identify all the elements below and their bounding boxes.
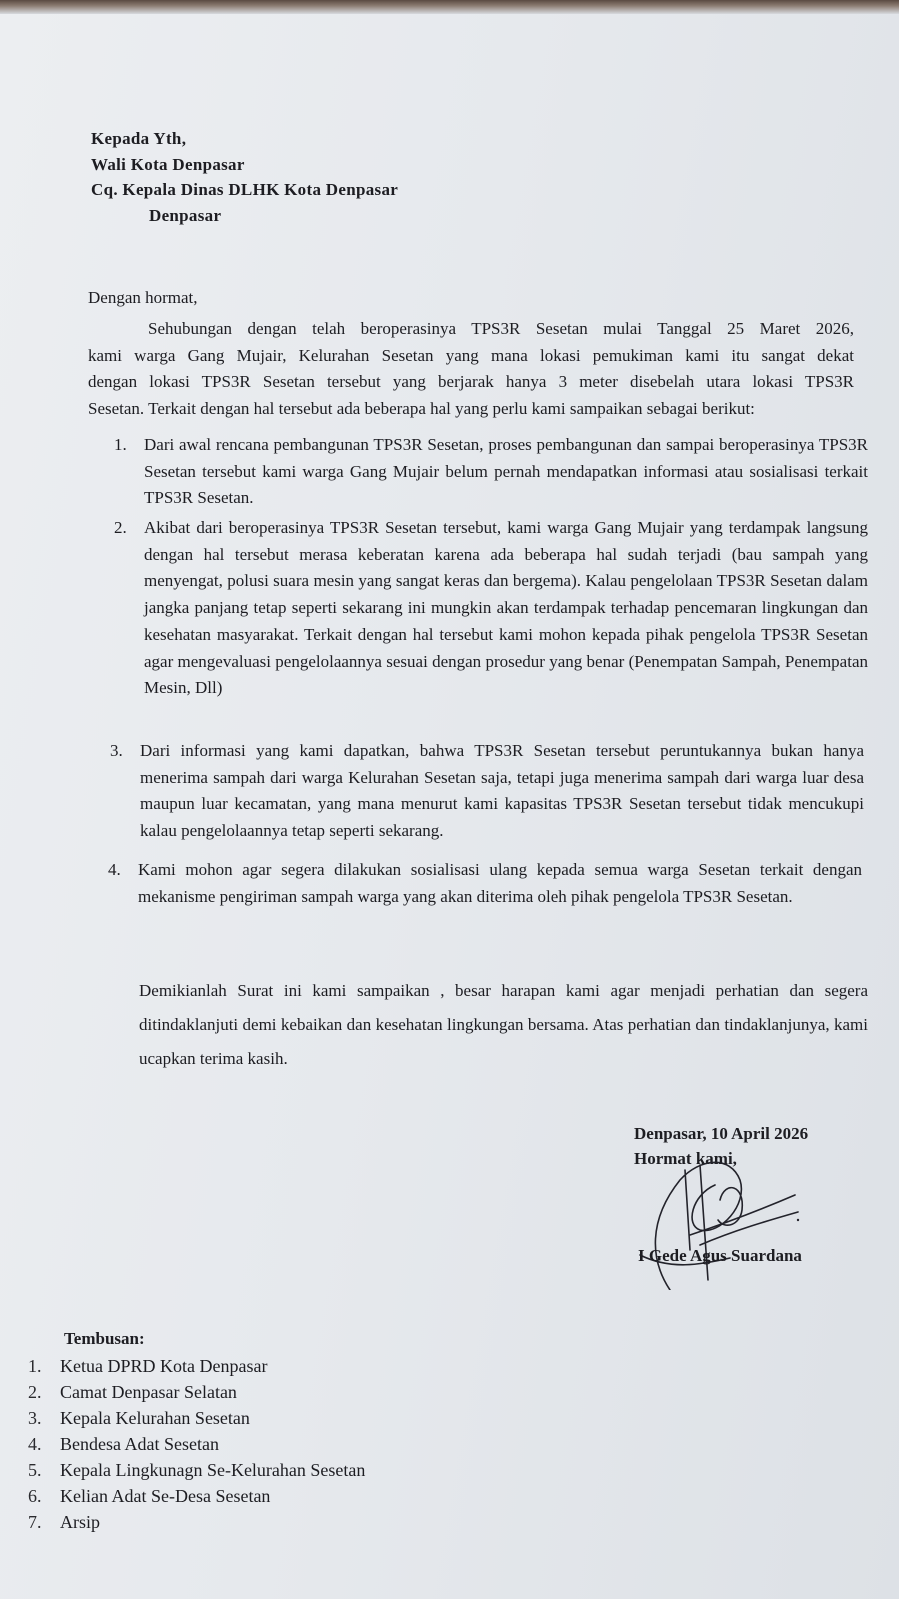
handwritten-signature [630,1140,820,1290]
item-label: Arsip [60,1512,100,1532]
regards: Hormat kami, [634,1149,737,1168]
intro-line: Sehubungan dengan telah beroperasinya TPS3R Sesetan mulai Tanggal 25 Maret 2026, [148,319,854,338]
tembusan-title: Tembusan: [64,1329,145,1348]
item-number: 2. [28,1382,42,1402]
list-item [28,1379,365,1405]
item-label: Kepala Kelurahan Sesetan [60,1408,250,1428]
item-number: 4. [28,1434,42,1454]
item-label: Kepala Lingkunagn Se-Kelurahan Sesetan [60,1460,366,1480]
signatory-name: I Gede Agus Suardana [638,1246,802,1265]
item-number: 3. [28,1408,42,1428]
item-label: Camat Denpasar Selatan [60,1382,237,1402]
intro-paragraph [88,316,854,422]
item-number: 1. [114,435,127,454]
list-item [28,1353,365,1379]
place-date: Denpasar, 10 April 2026 [634,1124,809,1143]
closing-paragraph [103,974,868,1076]
points-list [108,432,868,910]
item-number: 6. [28,1486,42,1506]
list-item [28,1509,365,1535]
closing-text: Demikianlah Surat ini kami sampaikan , besar harapan kami agar menjadi perhatian dan segera ditindaklanjuti demi kebaikan dan kesehatan lingkungan bersama. Atas perhatian dan tindaklanjunya, kami ucapkan terima kasih. [139,981,868,1068]
item-number: 7. [28,1512,42,1532]
list-item [108,432,868,512]
item-number: 4. [108,860,121,879]
list-item [28,1483,365,1509]
item-text: Dari informasi yang kami dapatkan, bahwa TPS3R Sesetan tersebut peruntukannya bukan hanya menerima sampah dari warga Kelurahan Sesetan saja, tetapi juga menerima sampah dari warga luar desa maupun luar kecamatan, yang mana menurut kami kapasitas TPS3R Sesetan tersebut tidak mencukupi kalau pengelolaannya tetap seperti sekarang. [140,741,864,841]
item-label: Kelian Adat Se-Desa Sesetan [60,1486,271,1506]
item-label: Bendesa Adat Sesetan [60,1434,219,1454]
tembusan-list [28,1353,365,1535]
recipient-city: Denpasar [149,205,222,225]
list-item [108,515,868,738]
intro-line: Sesetan. Terkait dengan hal tersebut ada beberapa hal yang perlu kami sampaikan sebagai berikut: [88,398,755,418]
item-number: 3. [110,741,123,760]
list-item [28,1431,365,1457]
list-item [28,1405,365,1431]
item-text: Dari awal rencana pembangunan TPS3R Sesetan, proses pembangunan dan sampai beroperasinya TPS3R Sesetan tersebut kami warga Gang Mujair belum pernah mendapatkan informasi atau sosialisasi terkait TPS3R Sesetan. [144,435,868,508]
item-label: Ketua DPRD Kota Denpasar [60,1356,268,1376]
list-item [28,1457,365,1483]
list-item [104,738,864,857]
recipient-block [91,126,398,228]
item-text: Akibat dari beroperasinya TPS3R Sesetan tersebut, kami warga Gang Mujair yang terdampak langsung dengan hal tersebut merasa keberatan karena ada beberapa hal sudah terjadi (bau sampah yang menyengat, polusi suara mesin yang sangat keras dan bergema). Kalau pengelolaan TPS3R Sesetan dalam jangka panjang tetap seperti sekarang ini mungkin akan terdampak terhadap pencemaran lingkungan dan kesehatan masyarakat. Terkait dengan hal tersebut kami mohon kepada pihak pengelola TPS3R Sesetan agar mengevaluasi pengelolaannya sesuai dengan prosedur yang benar (Penempatan Sampah, Penempatan Mesin, Dll) [144,518,868,698]
intro-line: dengan lokasi TPS3R Sesetan tersebut yang berjarak hanya 3 meter disebelah utara lokasi TPS3R [88,372,854,391]
item-number: 2. [114,518,127,537]
item-text: Kami mohon agar segera dilakukan sosialisasi ulang kepada semua warga Sesetan terkait dengan mekanisme pengiriman sampah warga yang akan diterima oleh pihak pengelola TPS3R Sesetan. [138,860,862,906]
recipient-line-1: Kepada Yth, [91,129,187,148]
intro-line: kami warga Gang Mujair, Kelurahan Sesetan yang mana lokasi pemukiman kami itu sangat dekat [88,345,854,365]
photo-edge [0,0,899,14]
item-number: 5. [28,1460,42,1480]
list-item [102,857,862,910]
recipient-line-2: Wali Kota Denpasar [91,154,245,174]
recipient-line-3: Cq. Kepala Dinas DLHK Kota Denpasar [91,180,399,199]
item-number: 1. [28,1356,42,1376]
greeting: Dengan hormat, [88,288,198,307]
